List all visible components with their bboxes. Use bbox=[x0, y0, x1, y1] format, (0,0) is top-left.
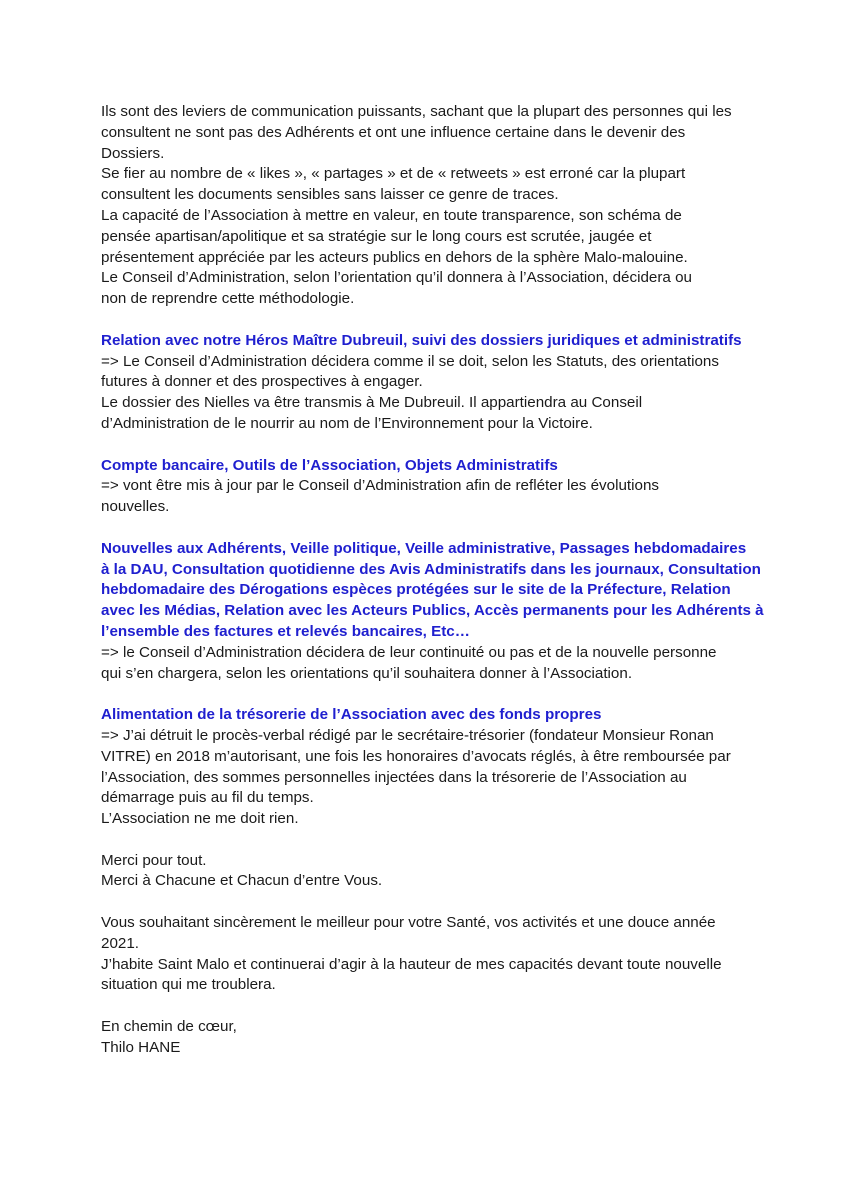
text-line: 2021. bbox=[101, 934, 140, 952]
text-line: J’habite Saint Malo et continuerai d’agir à la hauteur de mes capacités devant toute nouvelle bbox=[101, 955, 722, 973]
text-line: l’Association, des sommes personnelles injectées dans la trésorerie de l’Association au bbox=[101, 768, 687, 786]
text-line: => le Conseil d’Administration décidera de leur continuité ou pas et de la nouvelle personne bbox=[101, 643, 717, 661]
text-line: => vont être mis à jour par le Conseil d’Administration afin de refléter les évolutions bbox=[101, 477, 659, 495]
closing-line: En chemin de cœur, bbox=[101, 1018, 237, 1036]
text-line: situation qui me troublera. bbox=[101, 976, 276, 994]
text-line: Vous souhaitant sincèrement le meilleur pour votre Santé, vos activités et une douce année bbox=[101, 914, 716, 932]
text-line: => Le Conseil d’Administration décidera comme il se doit, selon les Statuts, des orientations bbox=[101, 352, 719, 370]
text-line: => J’ai détruit le procès-verbal rédigé par le secrétaire-trésorier (fondateur Monsieur Ronan bbox=[101, 726, 714, 744]
section-compte bbox=[101, 456, 761, 518]
text-line: Le Conseil d’Administration, selon l’orientation qu’il donnera à l’Association, décidera ou bbox=[101, 269, 692, 287]
text-line: Le dossier des Nielles va être transmis à Me Dubreuil. Il appartiendra au Conseil bbox=[101, 394, 643, 412]
paragraph-spacer bbox=[101, 996, 761, 1017]
text-line: présentement appréciée par les acteurs publics en dehors de la sphère Malo-malouine. bbox=[101, 248, 688, 266]
text-line: VITRE) en 2018 m’autorisant, une fois les honoraires d’avocats réglés, à être remboursée par bbox=[101, 747, 731, 765]
intro-paragraph bbox=[101, 102, 761, 310]
section-heading: l’ensemble des factures et relevés bancaires, Etc… bbox=[101, 622, 470, 640]
section-heading: Relation avec notre Héros Maître Dubreuil, suivi des dossiers juridiques et administratifs bbox=[101, 331, 742, 349]
text-line: L’Association ne me doit rien. bbox=[101, 810, 299, 828]
paragraph-spacer bbox=[101, 310, 761, 331]
section-heading: Compte bancaire, Outils de l’Association, Objets Administratifs bbox=[101, 456, 558, 474]
text-line: démarrage puis au fil du temps. bbox=[101, 789, 314, 807]
text-line: pensée apartisan/apolitique et sa stratégie sur le long cours est scrutée, jaugée et bbox=[101, 227, 652, 245]
thanks-paragraph bbox=[101, 851, 761, 893]
text-line: Dossiers. bbox=[101, 144, 165, 162]
text-line: consultent les documents sensibles sans laisser ce genre de traces. bbox=[101, 186, 559, 204]
text-line: consultent ne sont pas des Adhérents et ont une influence certaine dans le devenir des bbox=[101, 123, 686, 141]
section-tresorerie bbox=[101, 705, 761, 830]
section-relation bbox=[101, 331, 761, 435]
text-line: Merci à Chacune et Chacun d’entre Vous. bbox=[101, 872, 383, 890]
document-page bbox=[101, 102, 764, 1059]
section-nouvelles bbox=[101, 539, 764, 685]
section-heading: Alimentation de la trésorerie de l’Association avec des fonds propres bbox=[101, 706, 602, 724]
text-line: non de reprendre cette méthodologie. bbox=[101, 290, 355, 308]
section-heading: à la DAU, Consultation quotidienne des Avis Administratifs dans les journaux, Consultation bbox=[101, 560, 761, 578]
paragraph-spacer bbox=[101, 435, 761, 456]
paragraph-spacer bbox=[101, 830, 761, 851]
text-line: Se fier au nombre de « likes », « partages » et de « retweets » est erroné car la plupart bbox=[101, 165, 686, 183]
section-heading: hebdomadaire des Dérogations espèces protégées sur le site de la Préfecture, Relation bbox=[101, 581, 731, 599]
paragraph-spacer bbox=[101, 518, 761, 539]
section-heading: avec les Médias, Relation avec les Acteurs Publics, Accès permanents pour les Adhérents à bbox=[101, 602, 764, 620]
text-line: La capacité de l’Association à mettre en valeur, en toute transparence, son schéma de bbox=[101, 206, 682, 224]
wishes-paragraph bbox=[101, 913, 761, 996]
text-line: Merci pour tout. bbox=[101, 851, 207, 869]
paragraph-spacer bbox=[101, 684, 761, 705]
section-heading: Nouvelles aux Adhérents, Veille politique, Veille administrative, Passages hebdomadaires bbox=[101, 539, 747, 557]
text-line: Ils sont des leviers de communication puissants, sachant que la plupart des personnes qui les bbox=[101, 103, 732, 120]
text-line: futures à donner et des prospectives à engager. bbox=[101, 373, 423, 391]
text-line: nouvelles. bbox=[101, 498, 170, 516]
signature-block bbox=[101, 1017, 761, 1059]
text-line: qui s’en chargera, selon les orientations qu’il souhaitera donner à l’Association. bbox=[101, 664, 633, 682]
signer-name: Thilo HANE bbox=[101, 1038, 181, 1056]
text-line: d’Administration de le nourrir au nom de l’Environnement pour la Victoire. bbox=[101, 414, 593, 432]
paragraph-spacer bbox=[101, 892, 761, 913]
